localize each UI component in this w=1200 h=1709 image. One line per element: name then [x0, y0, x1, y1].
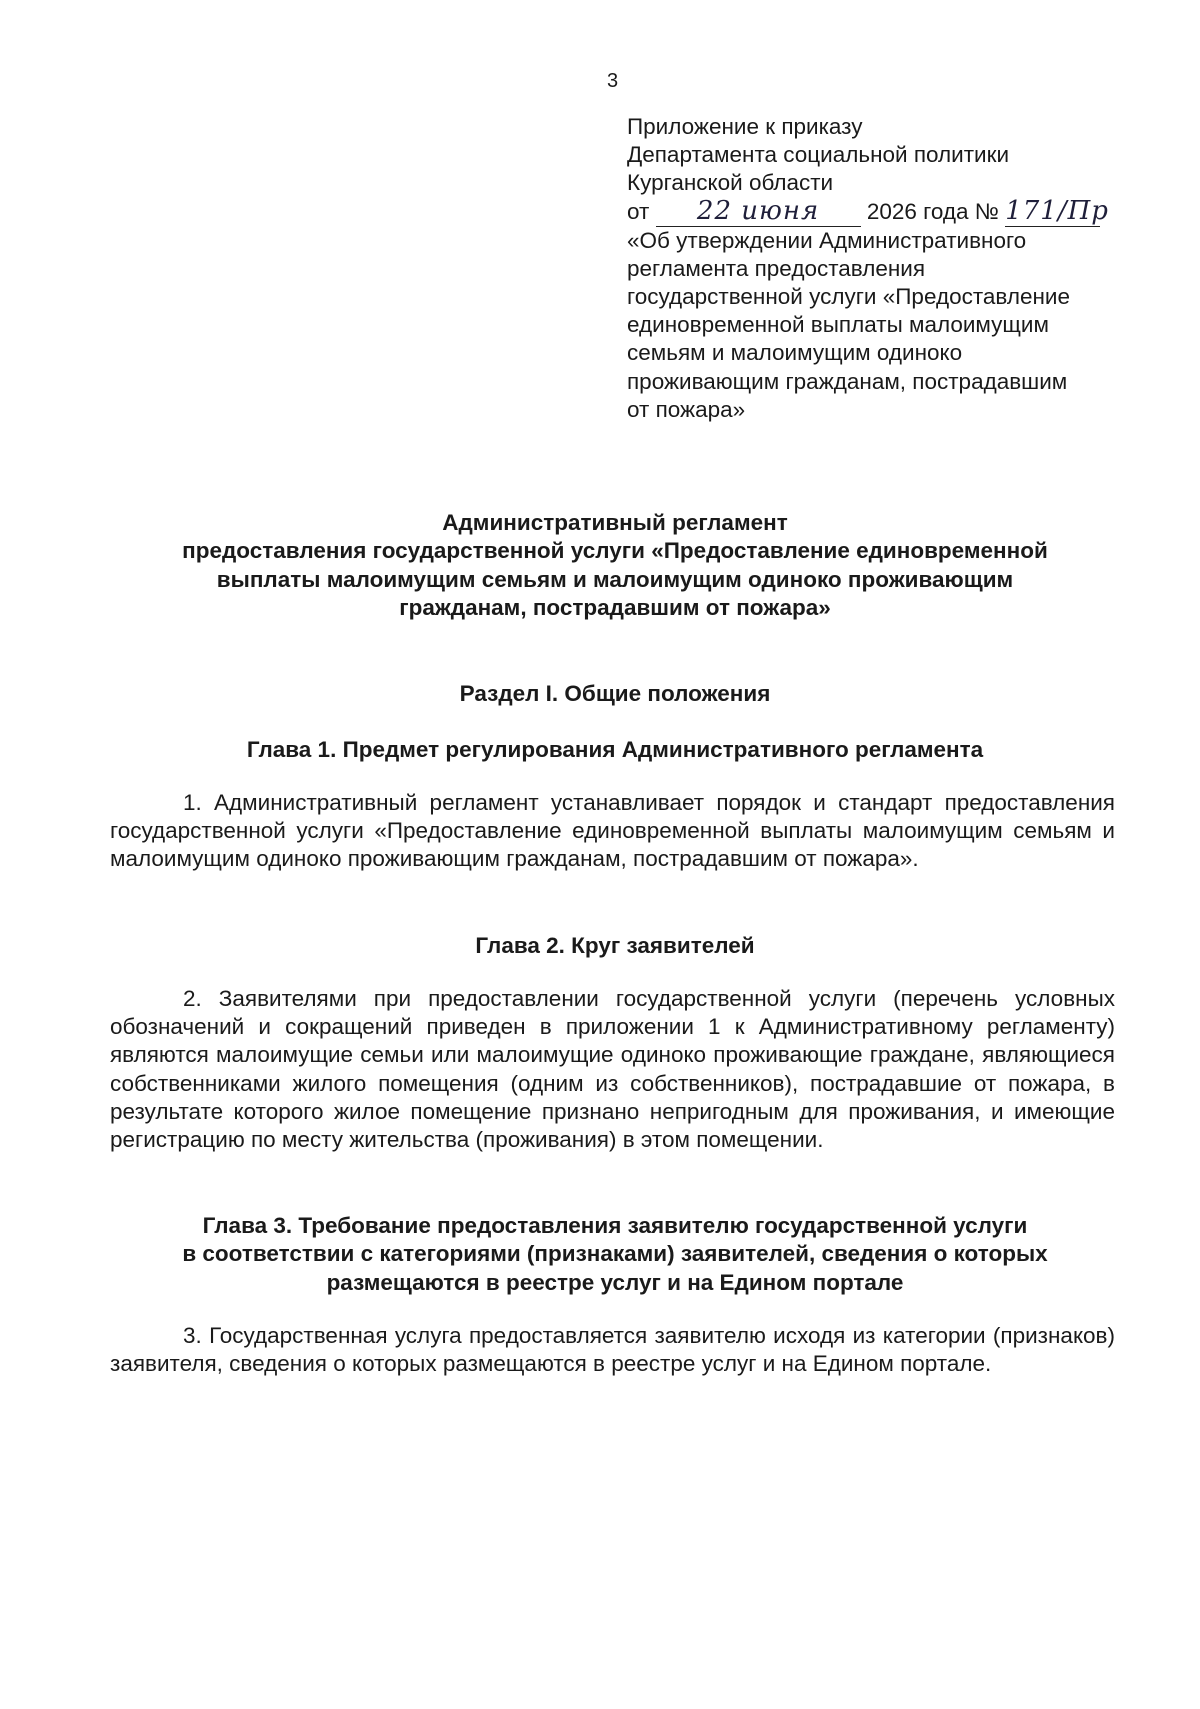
chapter1-heading: Глава 1. Предмет регулирования Административного регламента [246, 737, 984, 762]
appendix-line: проживающим гражданам, пострадавшим [627, 368, 1068, 394]
chapter2-heading: Глава 2. Круг заявителей [475, 933, 755, 958]
date-prefix: от [627, 198, 650, 224]
number-field [1005, 195, 1109, 227]
chapter3-heading-line: размещаются в реестре услуг и на Едином портале [326, 1269, 904, 1295]
appendix-line: Департамента социальной политики [627, 142, 1010, 168]
title-line: Административный регламент [442, 510, 788, 535]
chapter3-paragraph: 3. Государственная услуга предоставляется заявителю исходя из категории (признаков) заявителя, сведения о которых размещаются в реестре услуг и на Едином портале. [110, 1323, 1115, 1377]
appendix-line: семьям и малоимущим одиноко [627, 340, 963, 366]
year-text: 2026 года № [866, 198, 999, 224]
appendix-line: «Об утверждении Административного [627, 227, 1027, 253]
date-field [656, 195, 861, 227]
title-line: предоставления государственной услуги «Предоставление единовременной [182, 538, 1048, 564]
chapter2-paragraph: 2. Заявителями при предоставлении государственной услуги (перечень условных обозначений и сокращений приведен в приложении 1 к Административному регламенту) являются малоимущие семьи или малоимущие одиноко проживающие граждане, являющиеся собственниками жилого помещения (одним из собственников), пострадавшие от пожара, в результате которого жилое помещение признано непригодным для проживания, и имеющие регистрацию по месту жительства (проживания) в этом помещении. [110, 986, 1115, 1153]
title-line: выплаты малоимущим семьям и малоимущим одиноко проживающим [216, 566, 1014, 592]
appendix-line: Курганской области [627, 170, 834, 196]
handwritten-number: 171/Пр [1005, 195, 1109, 226]
appendix-block [627, 113, 1147, 424]
appendix-date-line [627, 195, 1147, 227]
chapter3-heading-line: в соответствии с категориями (признаками) заявителей, сведения о которых [182, 1241, 1048, 1267]
chapter3-heading-line: Глава 3. Требование предоставления заявителю государственной услуги [202, 1213, 1028, 1238]
appendix-line: от пожара» [627, 396, 746, 422]
title-line: гражданам, пострадавшим от пожара» [399, 594, 831, 620]
appendix-line: регламента предоставления [627, 255, 926, 281]
chapter3-heading [120, 1212, 1110, 1297]
section-heading: Раздел I. Общие положения [459, 681, 771, 706]
chapter1-paragraph: 1. Административный регламент устанавливает порядок и стандарт предоставления государственной услуги «Предоставление единовременной выплаты малоимущим семьям и малоимущим одиноко проживающим гражданам, пострадавшим от пожара». [110, 790, 1115, 872]
page-number: 3 [606, 70, 619, 92]
document-title [120, 509, 1110, 622]
appendix-line: единовременной выплаты малоимущим [627, 312, 1049, 338]
appendix-line: государственной услуги «Предоставление [627, 284, 1071, 310]
appendix-line: Приложение к приказу [627, 114, 863, 139]
handwritten-date: 22 июня [696, 195, 820, 226]
